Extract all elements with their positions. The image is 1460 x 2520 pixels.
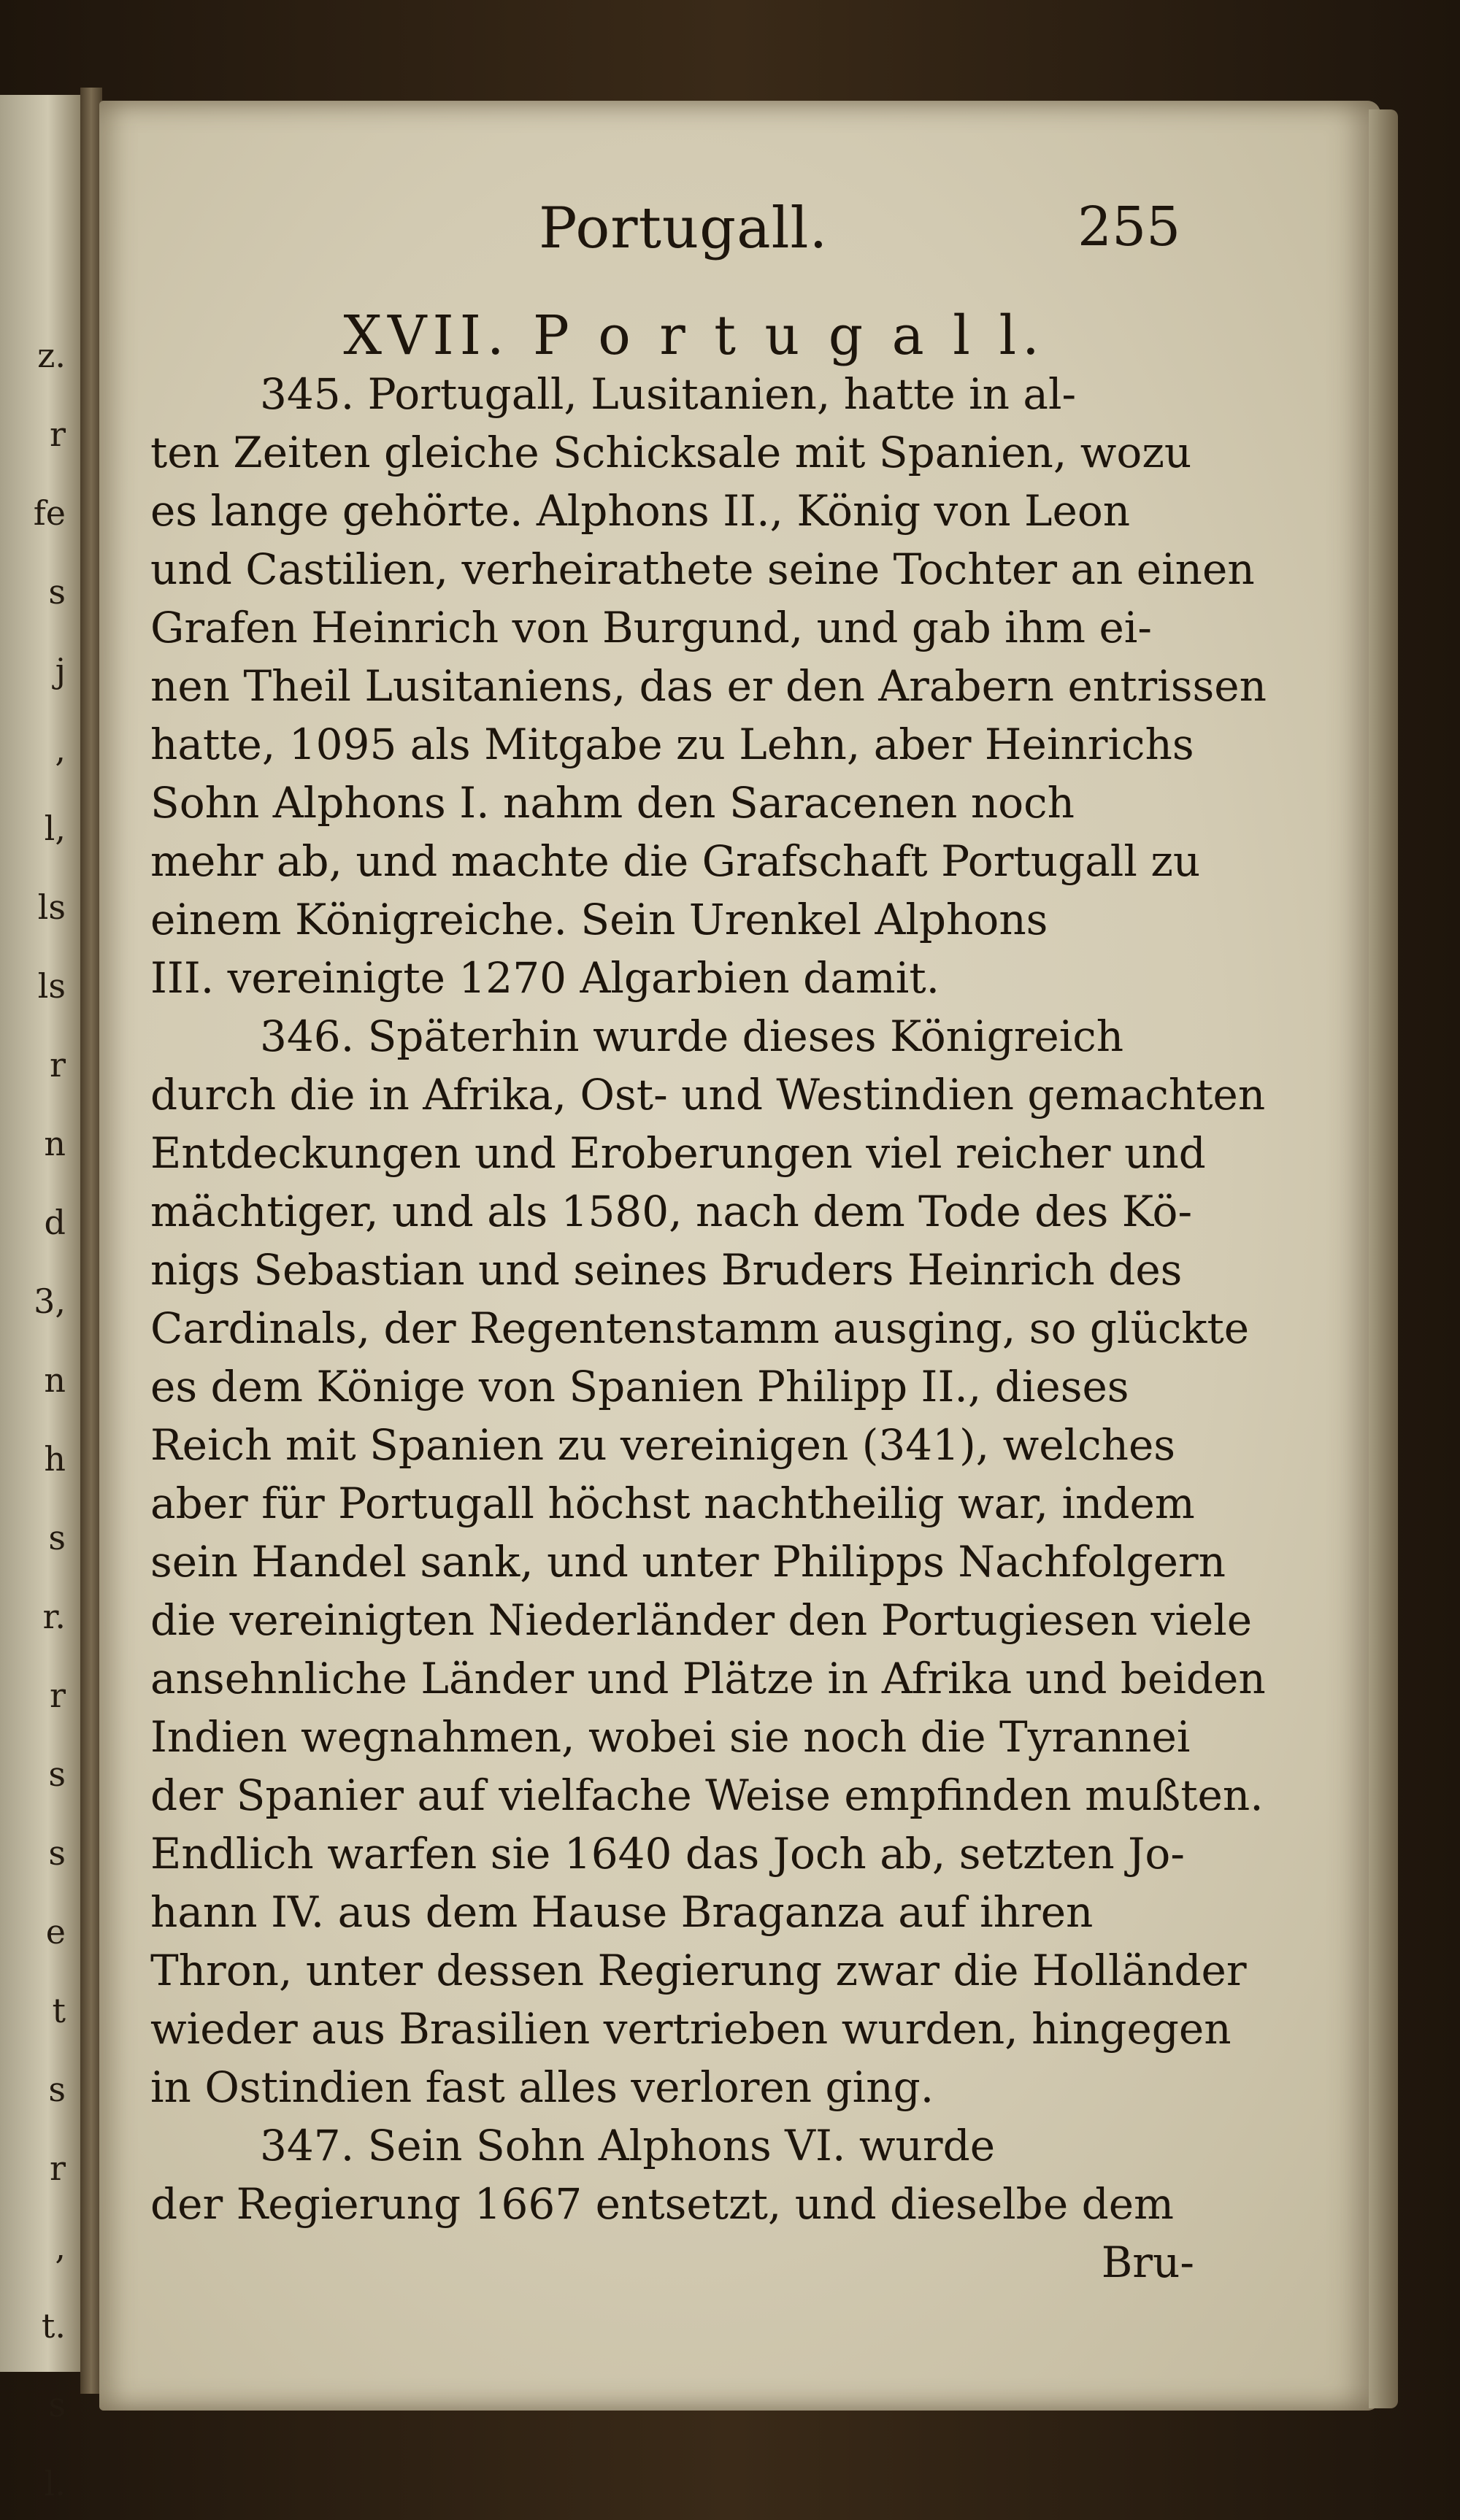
- previous-page-fragment: r: [50, 2149, 66, 2188]
- text-line: III. vereinigte 1270 Algarbien damit.: [150, 953, 940, 1003]
- paragraph-346-line-1: 346. Späterhin wurde dieses Königreich: [260, 1012, 1124, 1061]
- previous-page-fragment: h: [44, 1439, 66, 1479]
- previous-page-fragment: l.: [44, 2464, 66, 2503]
- previous-page-fragments: [0, 95, 80, 2503]
- text-line: der Spanier auf vielfache Weise empfinden mußten.: [150, 1770, 1264, 1820]
- text-line: die vereinigten Niederländer den Portugiesen viele: [150, 1595, 1253, 1645]
- previous-page-fragment: e: [45, 1912, 66, 1951]
- text-line: hatte, 1095 als Mitgabe zu Lehn, aber Heinrichs: [150, 720, 1194, 769]
- previous-page-fragment: r: [50, 1045, 66, 1084]
- previous-page-fragment: ls: [37, 966, 66, 1006]
- text-line: mächtiger, und als 1580, nach dem Tode des Kö-: [150, 1187, 1193, 1236]
- previous-page-fragment: r.: [42, 1597, 66, 1636]
- previous-page-fragment: t: [52, 1991, 66, 2030]
- text-line: nigs Sebastian und seines Bruders Heinrich des: [150, 1245, 1183, 1295]
- text-line: nen Theil Lusitaniens, das er den Arabern entrissen: [150, 661, 1267, 711]
- text-line: es dem Könige von Spanien Philipp II., dieses: [150, 1362, 1129, 1411]
- text-line: Reich mit Spanien zu vereinigen (341), welches: [150, 1420, 1176, 1470]
- text-line: wieder aus Brasilien vertrieben wurden, hingegen: [150, 2004, 1232, 2054]
- page-body: [150, 304, 1267, 2292]
- previous-page-fragment: s: [48, 1518, 66, 1557]
- previous-page-fragment: 3,: [34, 1282, 66, 1321]
- text-line: es lange gehörte. Alphons II., König von Leon: [150, 486, 1131, 536]
- previous-page-fragment: n: [44, 1124, 66, 1163]
- previous-page-fragment: ,: [55, 730, 66, 769]
- page-stack-edge: [1369, 109, 1398, 2408]
- paragraph-345-line-1: 345. Portugall, Lusitanien, hatte in al-: [260, 369, 1077, 419]
- text-line: Cardinals, der Regentenstamm ausging, so glückte: [150, 1303, 1250, 1353]
- text-line: sein Handel sank, und unter Philipps Nachfolgern: [150, 1537, 1226, 1587]
- text-line: in Ostindien fast alles verloren ging.: [150, 2062, 934, 2112]
- text-line: hann IV. aus dem Hause Braganza auf ihren: [150, 1887, 1094, 1937]
- previous-page-fragment: z.: [37, 336, 66, 375]
- previous-page-fragment: r: [50, 415, 66, 454]
- previous-page-fragment: s: [48, 2385, 66, 2424]
- previous-page-edge: [0, 95, 83, 2503]
- running-header: Portugall.: [539, 196, 829, 261]
- previous-page-fragment: d: [44, 1203, 66, 1242]
- text-line: aber für Portugall höchst nachtheilig war, indem: [150, 1479, 1195, 1528]
- paragraph-number: 346.: [260, 1012, 355, 1061]
- paragraph-347-line-1: 347. Sein Sohn Alphons VI. wurde: [260, 2121, 996, 2170]
- text-line: einem Königreiche. Sein Urenkel Alphons: [150, 895, 1048, 944]
- previous-page-fragment: j: [55, 651, 66, 690]
- previous-page-fragment: r: [50, 1676, 66, 1715]
- text-line: durch die in Afrika, Ost- und Westindien gemachten: [150, 1070, 1266, 1120]
- text-line: und Castilien, verheirathete seine Tochter an einen: [150, 544, 1255, 594]
- previous-page-fragment: s: [48, 1833, 66, 1873]
- paragraph-number: 345.: [260, 369, 355, 419]
- paragraph-number: 347.: [260, 2121, 355, 2170]
- previous-page-fragment: s: [48, 1754, 66, 1794]
- text-line: Thron, unter dessen Regierung zwar die Holländer: [150, 1946, 1247, 1995]
- previous-page-fragment: n: [44, 1360, 66, 1400]
- page-number: 255: [1077, 196, 1181, 258]
- catchword: Bru-: [1101, 2238, 1194, 2287]
- text-line: ten Zeiten gleiche Schicksale mit Spanien, wozu: [150, 428, 1192, 477]
- previous-page-fragment: t.: [41, 2306, 66, 2346]
- previous-page-fragment: fe: [33, 493, 66, 533]
- text-line: der Regierung 1667 entsetzt, und dieselbe dem: [150, 2179, 1175, 2229]
- text-line: Entdeckungen und Eroberungen viel reicher und: [150, 1128, 1206, 1178]
- section-title: XVII. P o r t u g a l l.: [343, 304, 1045, 367]
- previous-page-fragment: ls: [37, 887, 66, 927]
- previous-page-fragment: s: [48, 2070, 66, 2109]
- text-line: Grafen Heinrich von Burgund, und gab ihm ei-: [150, 603, 1152, 652]
- text-line: Sohn Alphons I. nahm den Saracenen noch: [150, 778, 1075, 828]
- previous-page-fragment: ,: [55, 2227, 66, 2267]
- text-line: ansehnliche Länder und Plätze in Afrika und beiden: [150, 1654, 1266, 1703]
- text-line: Endlich warfen sie 1640 das Joch ab, setzten Jo-: [150, 1829, 1185, 1879]
- text-line: Indien wegnahmen, wobei sie noch die Tyrannei: [150, 1712, 1191, 1762]
- text-line: mehr ab, und machte die Grafschaft Portugall zu: [150, 836, 1201, 886]
- previous-page-fragment: s: [48, 572, 66, 612]
- previous-page-fragment: l,: [44, 809, 66, 848]
